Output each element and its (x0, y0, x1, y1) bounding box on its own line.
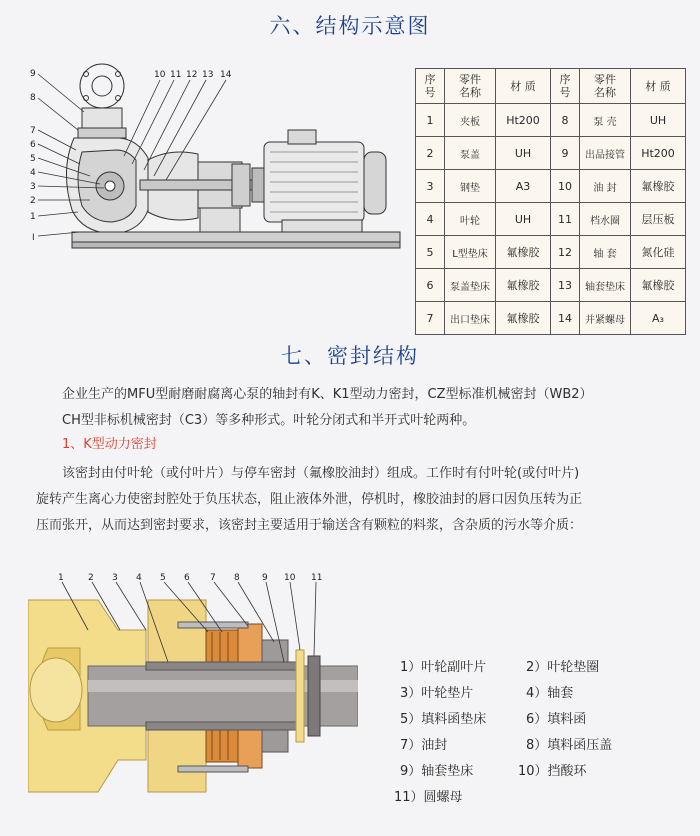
k-seal-desc-line-1: 该密封由付叶轮（或付叶片）与停车密封（氟橡胶油封）组成。工作时有付叶轮(或付叶片) (62, 466, 580, 481)
table-cell-material: 氟橡胶 (496, 236, 551, 269)
table-cell-name: 出品接管 (580, 137, 631, 170)
table-row (416, 203, 686, 236)
k-seal-desc-line-2: 旋转产生离心力使密封腔处于负压状态，阻止液体外泄，停机时，橡胶油封的唇口因负压转为正 (36, 492, 583, 507)
seal-label-6: 6 (184, 573, 190, 583)
legend-item: 10）挡酸环 (518, 764, 587, 779)
label-13: 13 (202, 70, 214, 80)
seal-label-1: 1 (58, 573, 64, 583)
table-cell-material: A3 (496, 170, 551, 203)
table-header-row (416, 69, 686, 104)
header-material: 材 质 (631, 69, 686, 104)
table-row (416, 104, 686, 137)
table-cell-no: 11 (551, 203, 580, 236)
intro-line-2: CH型非标机械密封（C3）等多种形式。叶轮分闭式和半开式叶轮两种。 (62, 413, 476, 428)
table-cell-name: 并紧螺母 (580, 302, 631, 335)
table-cell-name: 轴套垫床 (580, 269, 631, 302)
table-cell-no: 13 (551, 269, 580, 302)
label-10: 10 (154, 70, 166, 80)
table-cell-no: 4 (416, 203, 445, 236)
header-no: 序 号 (416, 69, 445, 104)
pump-structure-drawing (20, 60, 405, 260)
seal-label-9: 9 (262, 573, 268, 583)
seal-label-3: 3 (112, 573, 118, 583)
legend-item: 7）油封 (400, 738, 448, 753)
table-cell-no: 5 (416, 236, 445, 269)
table-cell-material: 氟橡胶 (496, 302, 551, 335)
table-cell-material: 氮化硅 (631, 236, 686, 269)
k-seal-subheading: 1、K型动力密封 (62, 437, 157, 452)
table-cell-no: 8 (551, 104, 580, 137)
seal-label-2: 2 (88, 573, 94, 583)
legend-item: 5）填料函垫床 (400, 712, 487, 727)
header-no: 序 号 (551, 69, 580, 104)
label-12: 12 (186, 70, 198, 80)
table-cell-no: 2 (416, 137, 445, 170)
label-2: 2 (30, 196, 36, 206)
label-7: 7 (30, 126, 36, 136)
seal-label-10: 10 (284, 573, 296, 583)
label-4: 4 (30, 168, 36, 178)
seal-label-5: 5 (160, 573, 166, 583)
table-cell-no: 12 (551, 236, 580, 269)
table-cell-no: 3 (416, 170, 445, 203)
label-5: 5 (30, 154, 36, 164)
table-cell-name: 夹板 (445, 104, 496, 137)
table-row (416, 302, 686, 335)
table-row (416, 269, 686, 302)
table-cell-name: 泵 壳 (580, 104, 631, 137)
legend-item: 3）叶轮垫片 (400, 686, 474, 701)
legend-item: 2）叶轮垫圈 (526, 660, 600, 675)
table-cell-material: 氟橡胶 (496, 269, 551, 302)
packing-box (206, 630, 238, 664)
table-cell-name: 钢垫 (445, 170, 496, 203)
legend-item: 4）轴套 (526, 686, 574, 701)
table-cell-no: 7 (416, 302, 445, 335)
k-seal-desc-line-3: 压而张开，从而达到密封要求，该密封主要适用于输送含有颗粒的料浆，含杂质的污水等介质： (36, 518, 583, 533)
table-row (416, 137, 686, 170)
label-8: 8 (30, 93, 36, 103)
table-cell-material: UH (631, 104, 686, 137)
label-1: 1 (30, 212, 36, 222)
label-14: 14 (220, 70, 232, 80)
parts-table-body (416, 104, 686, 335)
seal-label-8: 8 (234, 573, 240, 583)
legend-item: 6）填料函 (526, 712, 587, 727)
table-cell-material: UH (496, 203, 551, 236)
table-cell-material: Ht200 (496, 104, 551, 137)
table-cell-material: 氟橡胶 (631, 269, 686, 302)
table-cell-material: A₃ (631, 302, 686, 335)
table-cell-name: 泵盖 (445, 137, 496, 170)
table-cell-name: 出口垫床 (445, 302, 496, 335)
section7-title: 七、密封结构 (281, 344, 419, 368)
header-material: 材 质 (496, 69, 551, 104)
table-cell-material: 氟橡胶 (631, 170, 686, 203)
table-cell-name: 油 封 (580, 170, 631, 203)
legend-item: 8）填料函压盖 (526, 738, 613, 753)
label-3: 3 (30, 182, 36, 192)
header-name: 零件 名称 (580, 69, 631, 104)
table-cell-no: 1 (416, 104, 445, 137)
parts-table (415, 68, 686, 335)
table-row (416, 170, 686, 203)
label-I: I (32, 233, 35, 243)
table-cell-name: 轴 套 (580, 236, 631, 269)
seal-label-11: 11 (311, 573, 323, 583)
seal-label-7: 7 (210, 573, 216, 583)
intro-line-1: 企业生产的MFU型耐磨耐腐离心泵的轴封有K、K1型动力密封，CZ型标准机械密封（WB2） (62, 387, 593, 402)
table-cell-name: 泵盖垫床 (445, 269, 496, 302)
legend-item: 9）轴套垫床 (400, 764, 474, 779)
table-cell-no: 14 (551, 302, 580, 335)
table-cell-no: 10 (551, 170, 580, 203)
table-cell-no: 9 (551, 137, 580, 170)
table-cell-no: 6 (416, 269, 445, 302)
k-seal-cross-section-drawing (28, 570, 358, 832)
legend-item: 1）叶轮副叶片 (400, 660, 487, 675)
label-9: 9 (30, 69, 36, 79)
table-cell-name: L型垫床 (445, 236, 496, 269)
table-cell-name: 档水圈 (580, 203, 631, 236)
header-name: 零件 名称 (445, 69, 496, 104)
table-cell-material: 层压板 (631, 203, 686, 236)
label-11: 11 (170, 70, 182, 80)
section6-title: 六、结构示意图 (269, 14, 431, 38)
table-cell-material: UH (496, 137, 551, 170)
outlet-flange (80, 64, 124, 108)
label-6: 6 (30, 140, 36, 150)
seal-label-4: 4 (136, 573, 142, 583)
table-cell-material: Ht200 (631, 137, 686, 170)
legend-item: 11）圆螺母 (394, 790, 463, 805)
table-row (416, 236, 686, 269)
table-cell-name: 叶轮 (445, 203, 496, 236)
